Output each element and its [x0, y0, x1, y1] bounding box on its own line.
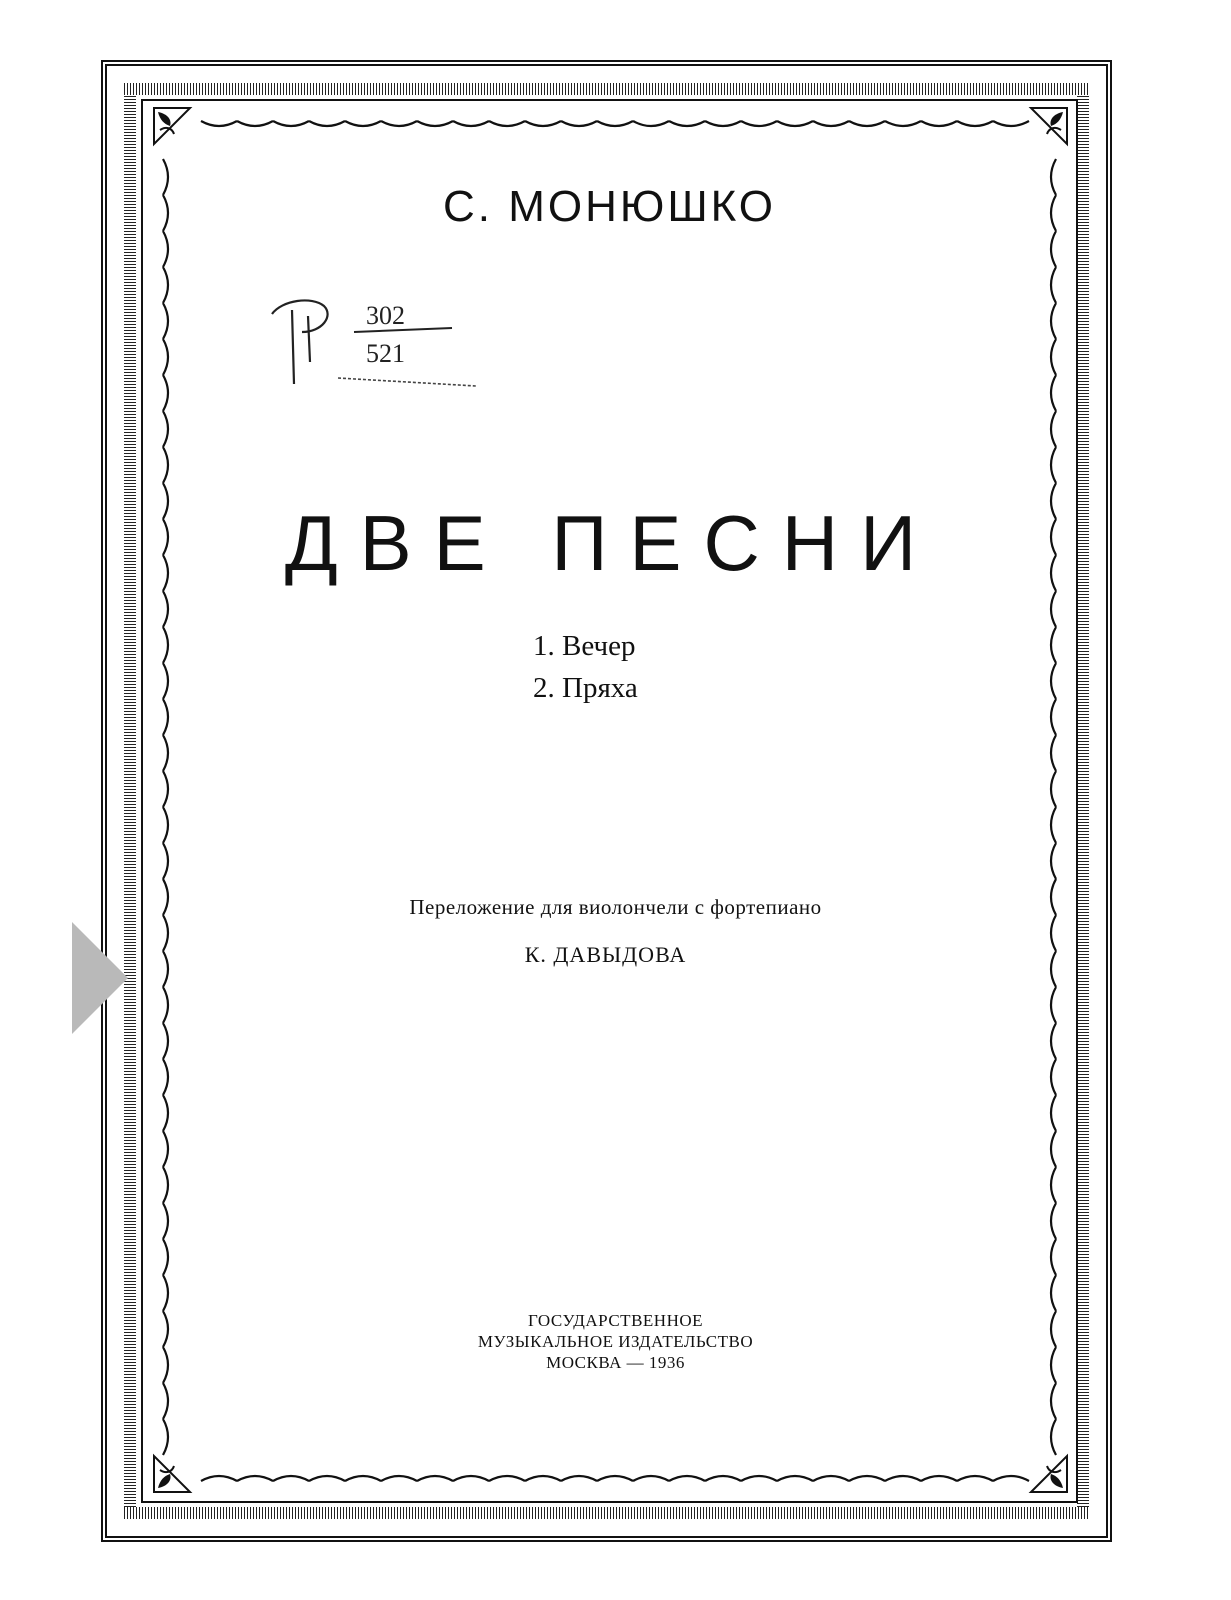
song-item: 1. Вечер	[533, 630, 636, 662]
publisher-block	[0, 1310, 1231, 1373]
arrangement-note: Переложение для виолончели с фортепиано	[409, 895, 822, 919]
arranger-name: К. ДАВЫДОВА	[524, 942, 687, 967]
song-list	[533, 625, 638, 709]
song-item: 2. Пряха	[533, 672, 638, 704]
library-mark-top: 302	[366, 301, 405, 330]
publisher-line: ГОСУДАРСТВЕННОЕ	[527, 1311, 704, 1330]
publisher-line: МУЗЫКАЛЬНОЕ ИЗДАТЕЛЬСТВО	[477, 1332, 754, 1351]
composer-name: С. МОНЮШКО	[442, 182, 776, 231]
publisher-line: МОСКВА — 1936	[546, 1353, 685, 1372]
corner-ornament-bottom-left	[150, 1452, 194, 1496]
library-mark	[262, 292, 482, 402]
corner-ornament-bottom-right	[1027, 1452, 1071, 1496]
corner-ornament-top-right	[1027, 104, 1071, 148]
corner-ornament-top-left	[150, 104, 194, 148]
work-title: ДВЕ ПЕСНИ	[284, 499, 939, 587]
scan-artifact-tab	[72, 922, 128, 1034]
library-mark-bottom: 521	[366, 339, 405, 368]
